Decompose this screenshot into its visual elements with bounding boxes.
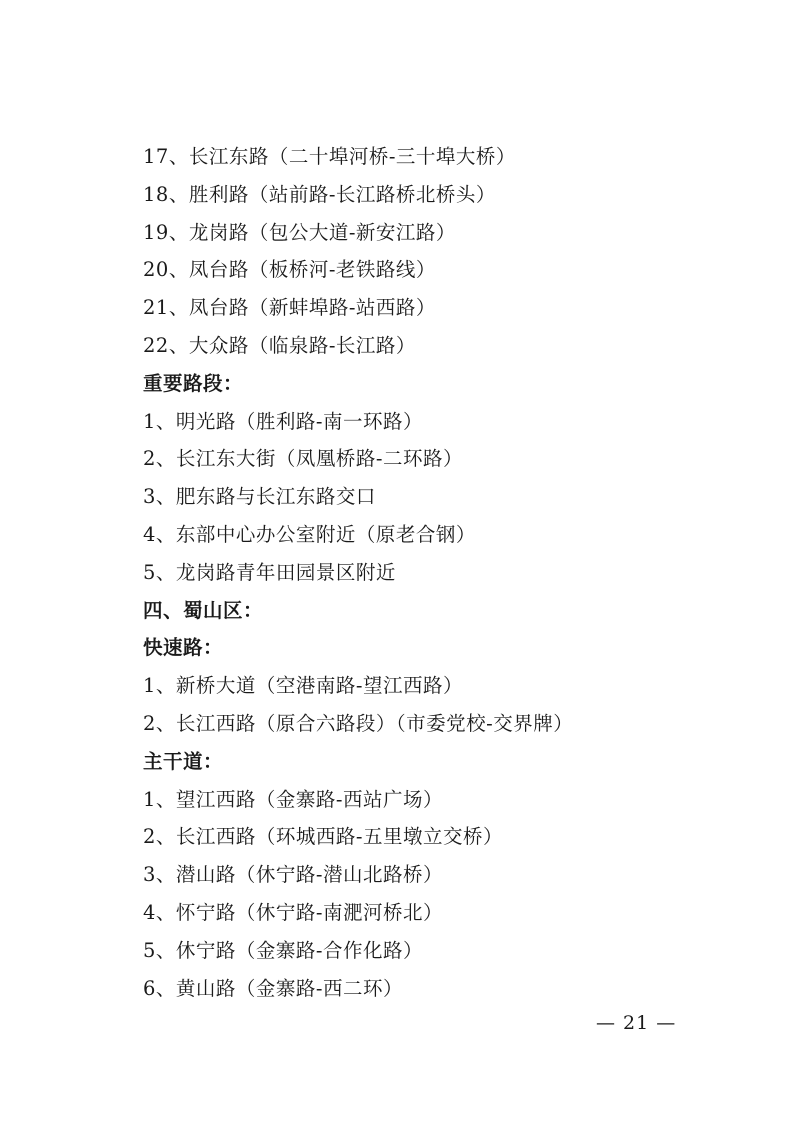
list-item: 6、黄山路（金寨路-西二环）	[143, 976, 403, 1000]
list-item: 5、龙岗路青年田园景区附近	[143, 560, 396, 584]
list-item: 4、怀宁路（休宁路-南淝河桥北）	[143, 900, 443, 924]
section-heading: 重要路段：	[143, 371, 244, 395]
list-item: 1、明光路（胜利路-南一环路）	[143, 409, 423, 433]
page-number: — 21 —	[596, 1012, 677, 1034]
list-item: 20、凤台路（板桥河-老铁路线）	[143, 258, 436, 282]
document-body	[143, 138, 743, 1007]
list-item: 2、长江西路（环城西路-五里墩立交桥）	[143, 825, 503, 849]
list-item: 17、长江东路（二十埠河桥-三十埠大桥）	[143, 145, 516, 168]
list-item: 19、龙岗路（包公大道-新安江路）	[143, 220, 456, 244]
district-heading: 四、蜀山区：	[143, 598, 264, 622]
list-item: 1、望江西路（金寨路-西站广场）	[143, 787, 443, 811]
list-item: 21、凤台路（新蚌埠路-站西路）	[143, 296, 436, 320]
list-item: 4、东部中心办公室附近（原老合钢）	[143, 522, 476, 546]
section-heading: 快速路：	[143, 636, 224, 660]
list-item: 1、新桥大道（空港南路-望江西路）	[143, 674, 463, 698]
section-heading: 主干道：	[143, 749, 224, 773]
list-item: 3、肥东路与长江东路交口	[143, 485, 376, 509]
list-item: 18、胜利路（站前路-长江路桥北桥头）	[143, 182, 496, 206]
list-item: 2、长江西路（原合六路段）（市委党校-交界牌）	[143, 711, 574, 735]
list-item: 22、大众路（临泉路-长江路）	[143, 333, 416, 357]
list-item: 3、潜山路（休宁路-潜山北路桥）	[143, 863, 443, 887]
list-item: 2、长江东大街（凤凰桥路-二环路）	[143, 447, 463, 471]
list-item: 5、休宁路（金寨路-合作化路）	[143, 938, 423, 962]
